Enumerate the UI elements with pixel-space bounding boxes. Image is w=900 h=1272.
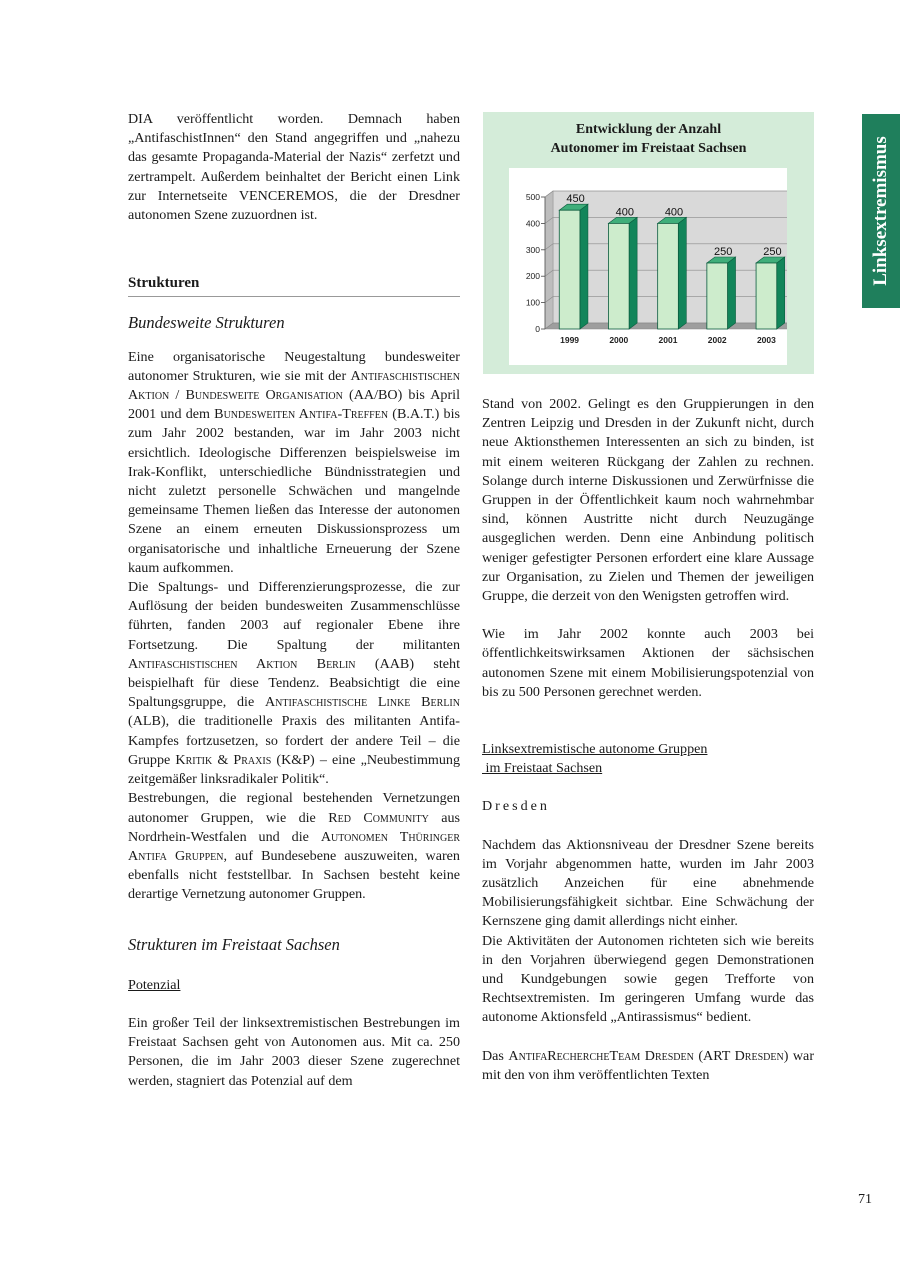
y-tick-label: 400 xyxy=(525,218,540,229)
intro-paragraph: DIA veröffentlicht worden. Demnach haben „AntifaschistInnen“ den Stand angegriffen und „nahezu das gesamte Propaganda-Material der Nazis“ zerfetzt und zertrampelt. Außerdem beinhaltet der Bericht einen Link zur Internetseite VENCEREMOS, die der Dresdner autonomen Szene zuzuordnen ist. xyxy=(128,111,460,224)
x-tick-label: 1999 xyxy=(560,335,580,345)
text-run: Eine organisatorische Neugestaltung bundesweiter autonomer Strukturen, wie sie mit der xyxy=(128,348,460,384)
paragraph-potenzial: Ein großer Teil der linksextremistischen Bestrebungen im Freistaat Sachsen geht von Autonomen aus. Mit ca. 250 Personen, die im Jahr 2003 dieser Szene zugerechnet werden, stagniert das Potenzial auf dem xyxy=(128,1014,460,1089)
left-column xyxy=(128,110,460,1091)
bar-side-face xyxy=(728,257,736,329)
organisation-name: Antifaschistischen Aktion Berlin xyxy=(128,655,356,672)
organisation-name: AntifaRechercheTeam Dresden xyxy=(508,1047,694,1064)
bar xyxy=(707,263,728,329)
organisation-name: Autonomen Thüringer Antifa Gruppen xyxy=(128,828,460,864)
y-tick-label: 500 xyxy=(525,192,540,202)
bar-chart xyxy=(509,168,787,365)
bar-side-face xyxy=(629,217,637,329)
organisation-name: Dresden xyxy=(734,1047,784,1064)
chart-plot-frame xyxy=(509,168,787,365)
text-run: (AA/BO) bis April 2001 und dem xyxy=(128,387,460,423)
bar xyxy=(756,263,777,329)
city-heading: Dresden xyxy=(482,798,550,815)
bar-value-label: 400 xyxy=(664,206,684,219)
groups-heading-line-1: Linksextremistische autonome Gruppen xyxy=(482,741,708,758)
organisation-name: Kritik & Praxis xyxy=(175,751,272,768)
bar xyxy=(658,223,679,329)
text-run: Die Spaltungs- und Differenzierungsprozesse, die zur Auflösung der beiden bundesweiten Zusammenschlüsse führten, fanden 2003 auf regionaler Ebene ihre Fortsetzung. Die Spaltung der militanten xyxy=(128,579,460,653)
side-tab-label: Linksextremismus xyxy=(870,136,891,286)
x-tick-label: 2001 xyxy=(658,335,678,345)
paragraph-dresden-2: Die Aktivitäten der Autonomen richteten sich wie bereits in den Vorjahren überwiegend gegen Demonstrationen und Kundgebungen sowie gegen Trefforte von Rechtsextremisten. Im geringeren Umfang wurde das autonome Aktionsfeld „Antirassismus“ bedient. xyxy=(482,932,814,1026)
potential-label: Potenzial xyxy=(128,976,181,993)
section-side-tab xyxy=(862,114,900,308)
text-run: (K&P) – eine „Neubestimmung zeitgemäßer linksradikaler Politik“. xyxy=(128,751,461,788)
text-run: Bestrebungen, die regional bestehenden Vernetzungen autonomer Gruppen, wie die xyxy=(128,790,460,826)
bar-value-label: 250 xyxy=(714,246,733,258)
organisation-name: Antifaschistische Linke Berlin xyxy=(264,694,460,711)
text-run: ) war mit den von ihm veröffentlichten Texten xyxy=(482,1047,815,1083)
paragraph-mobilisierung: Wie im Jahr 2002 konnte auch 2003 bei öffentlichkeitswirksamen Aktionen der sächsischen autonomen Szene mit einem Mobilisierungspotenzial von bis zu 500 Personen gerechnet werden. xyxy=(482,626,814,700)
x-tick-label: 2003 xyxy=(756,335,776,345)
y-tick-label: 300 xyxy=(525,244,540,255)
text-run: (ALB), die traditionelle Praxis des militanten Antifa-Kampfes fortzusetzen, so fordert der andere Teil – die Gruppe xyxy=(128,713,460,768)
paragraph-art-dresden xyxy=(482,1047,814,1085)
bar xyxy=(559,210,580,329)
page-number: 71 xyxy=(858,1192,872,1207)
text-run: aus Nordrhein-Westfalen und die xyxy=(128,809,460,845)
y-tick-label: 0 xyxy=(535,324,540,334)
text-run: , auf Bundesebene auszuweiten, waren ebenfalls nicht feststellbar. In Sachsen besteht keine derartige Vernetzung autonomer Gruppen. xyxy=(128,847,460,903)
bar-value-label: 250 xyxy=(763,246,782,258)
right-column xyxy=(482,395,814,1085)
organisation-name: Red Community xyxy=(328,809,429,826)
chart-panel xyxy=(483,112,814,374)
y-tick-label: 200 xyxy=(525,271,540,282)
paragraph-spaltung xyxy=(128,578,460,789)
bar xyxy=(608,223,629,329)
section-heading: Strukturen xyxy=(128,274,460,297)
chart-title-line-2: Autonomer im Freistaat Sachsen xyxy=(550,141,747,156)
paragraph-dresden-1: Nachdem das Aktionsniveau der Dresdner Szene bereits im Vorjahr abgenommen hatte, wurden im Jahr 2003 zusätzlich Anzeichen für eine abnehmende Mobilisierungsfähigkeit sichtbar. Eine Schwächung der Kernszene ging damit allerdings nicht einher. xyxy=(482,836,814,930)
paragraph-bundesweit xyxy=(128,348,460,578)
subheading-bundesweite: Bundesweite Strukturen xyxy=(128,313,285,333)
x-tick-label: 2002 xyxy=(707,335,727,345)
organisation-name: Antifaschistischen Aktion / Bundesweite Organisation xyxy=(128,367,460,404)
bar-side-face xyxy=(580,204,588,329)
chart-title xyxy=(483,120,814,158)
text-run: (B.A.T.) bis zum Jahr 2002 bestanden, war im Jahr 2003 nicht ersichtlich. Ideologische Differenzen beispielsweise im Irak-Konflikt, unterschiedliche Bündnisstrategien und nicht zuletzt personelle Schwächen und mangelnde gemeinsame Themen ließen das Interesse der autonomen Szene an einem erneuten Diskussionsprozess um organisatorische und inhaltliche Erneuerung der Szene kaum aufkommen. xyxy=(128,406,460,576)
groups-heading-line-2: im Freistaat Sachsen xyxy=(482,760,603,777)
paragraph-vernetzung xyxy=(128,789,460,904)
bar-side-face xyxy=(678,217,686,329)
chart-title-line-1: Entwicklung der Anzahl xyxy=(575,122,722,137)
bar-value-label: 450 xyxy=(566,193,585,206)
paragraph-stand: Stand von 2002. Gelingt es den Gruppierungen in den Zentren Leipzig und Dresden in der Zukunft nicht, durch neue Aktionsthemen Interessenten an sich zu binden, ist mit einem weiteren Rückgang der Zahlen zu rechnen. Solange durch interne Diskussionen und Zerwürfnisse die Gruppen in der Öffentlichkeit kaum noch wahrnehmbar sind, können Austritte nicht durch Neuzugänge ausgeglichen werden. Denn eine Anbindung politisch weniger gefestigter Personen erfordert eine klare Aussage zur Organisation, zu Zielen und Themen der jeweiligen Gruppe, die derzeit von den Wenigsten getroffen wird. xyxy=(482,396,814,605)
text-run: (AAB) steht beispielhaft für diese Tendenz. Beabsichtigt die eine Spaltungsgruppe, die xyxy=(128,655,460,711)
bar-value-label: 400 xyxy=(615,206,634,219)
bar-side-face xyxy=(777,257,785,329)
organisation-name: Bundesweiten Antifa-Treffen xyxy=(214,406,389,423)
y-tick-label: 100 xyxy=(525,297,540,308)
x-tick-label: 2000 xyxy=(609,335,629,345)
subheading-sachsen: Strukturen im Freistaat Sachsen xyxy=(128,934,340,954)
text-run: (ART xyxy=(693,1047,735,1064)
chart-side-wall xyxy=(545,191,553,329)
text-run: Das xyxy=(482,1047,509,1064)
